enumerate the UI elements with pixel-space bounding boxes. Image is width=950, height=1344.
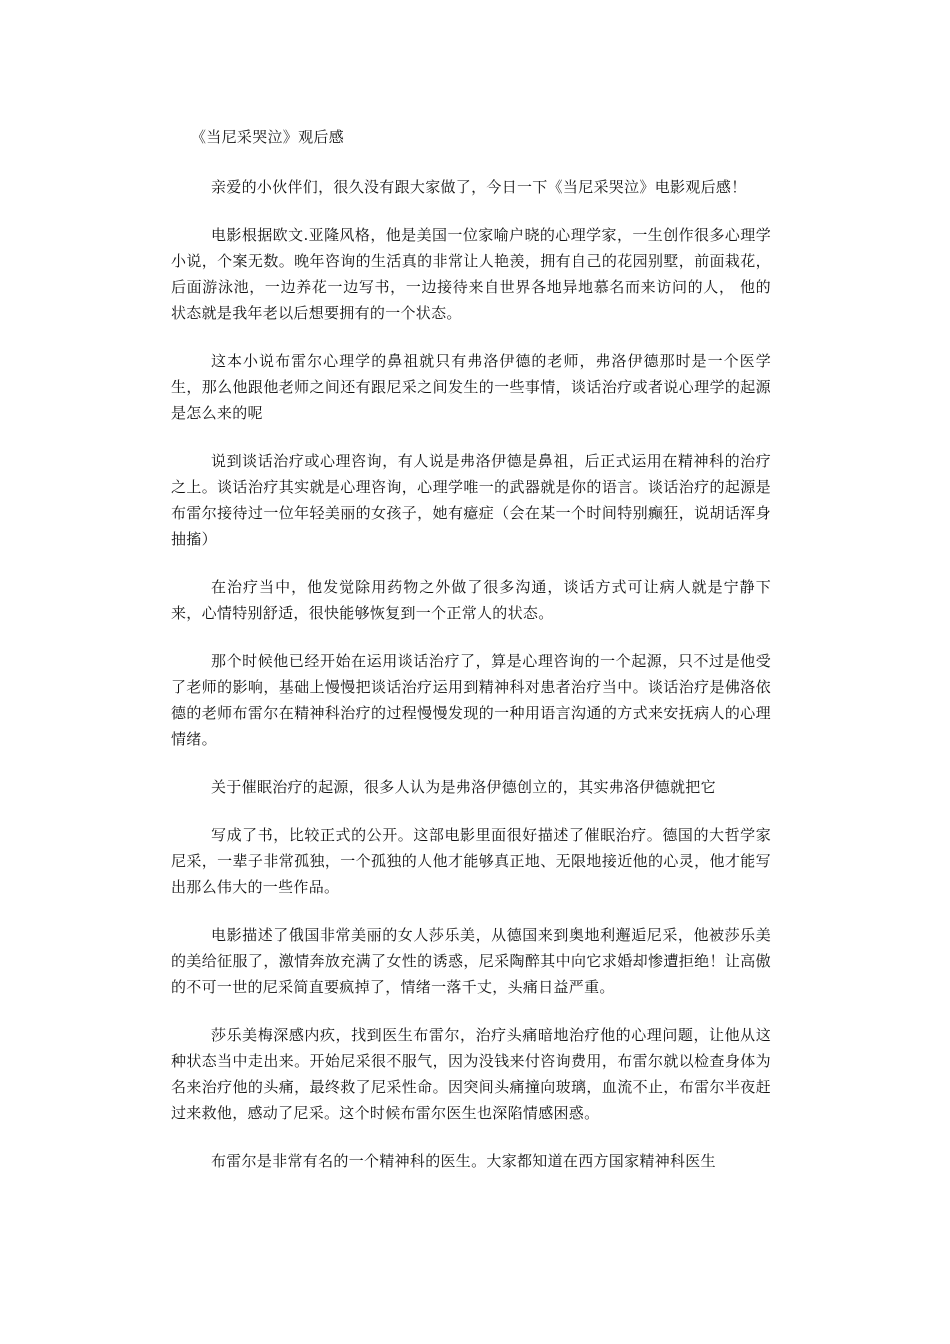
paragraph: 布雷尔是非常有名的一个精神科的医生。大家都知道在西方国家精神科医生 [211,1152,716,1170]
paragraph: 电影根据欧文.亚隆风格，他是美国一位家喻户晓的心理学家，一生创作很多心理学小说，个案无数。晚年咨询的生活真的非常让人艳羡，拥有自己的花园别墅，前面栽花，后面游泳池，一边养花一边写书，一边接待来自世界各地异地慕名而来访问的人， 他的状态就是我年老以后想要拥有的一个状态。 [171,226,771,322]
paragraph: 说到谈话治疗或心理咨询，有人说是弗洛伊德是鼻祖，后正式运用在精神科的治疗之上。谈话治疗其实就是心理咨询，心理学唯一的武器就是你的语言。谈话治疗的起源是布雷尔接待过一位年轻美丽的女孩子，她有癔症（会在某一个时间特别癫狂，说胡话浑身抽搐） [171,452,771,548]
paragraph: 莎乐美梅深感内疚，找到医生布雷尔，治疗头痛暗地治疗他的心理问题，让他从这种状态当中走出来。开始尼采很不服气，因为没钱来付咨询费用，布雷尔就以检查身体为名来治疗他的头痛，最终救了尼采性命。因突间头痛撞向玻璃，血流不止，布雷尔半夜赶过来救他，感动了尼采。这个时候布雷尔医生也深陷情感困惑。 [171,1026,771,1122]
paragraph: 电影描述了俄国非常美丽的女人莎乐美，从德国来到奥地利邂逅尼采，他被莎乐美的美给征服了，激情奔放充满了女性的诱惑，尼采陶醉其中向它求婚却惨遭拒绝！让高傲的不可一世的尼采简直要疯掉了，情绪一落千丈，头痛日益严重。 [171,926,771,996]
paragraph: 关于催眠治疗的起源，很多人认为是弗洛伊德创立的，其实弗洛伊德就把它 [211,778,716,796]
document-body [171,124,771,1174]
document-title: 《当尼采哭泣》观后感 [191,128,345,146]
paragraph: 写成了书，比较正式的公开。这部电影里面很好描述了催眠治疗。德国的大哲学家尼采，一辈子非常孤独，一个孤独的人他才能够真正地、无限地接近他的心灵，他才能写出那么伟大的一些作品。 [171,826,771,896]
paragraph: 在治疗当中，他发觉除用药物之外做了很多沟通，谈话方式可让病人就是宁静下来，心情特别舒适，很快能够恢复到一个正常人的状态。 [171,578,771,622]
paragraph: 这本小说布雷尔心理学的鼻祖就只有弗洛伊德的老师，弗洛伊德那时是一个医学生，那么他跟他老师之间还有跟尼采之间发生的一些事情，谈话治疗或者说心理学的起源是怎么来的呢 [171,352,771,422]
paragraph: 亲爱的小伙伴们，很久没有跟大家做了，今日一下《当尼采哭泣》电影观后感！ [211,178,747,196]
paragraph: 那个时候他已经开始在运用谈话治疗了，算是心理咨询的一个起源，只不过是他受了老师的影响，基础上慢慢把谈话治疗运用到精神科对患者治疗当中。谈话治疗是佛洛依德的老师布雷尔在精神科治疗的过程慢慢发现的一种用语言沟通的方式来安抚病人的心理情绪。 [171,652,771,748]
